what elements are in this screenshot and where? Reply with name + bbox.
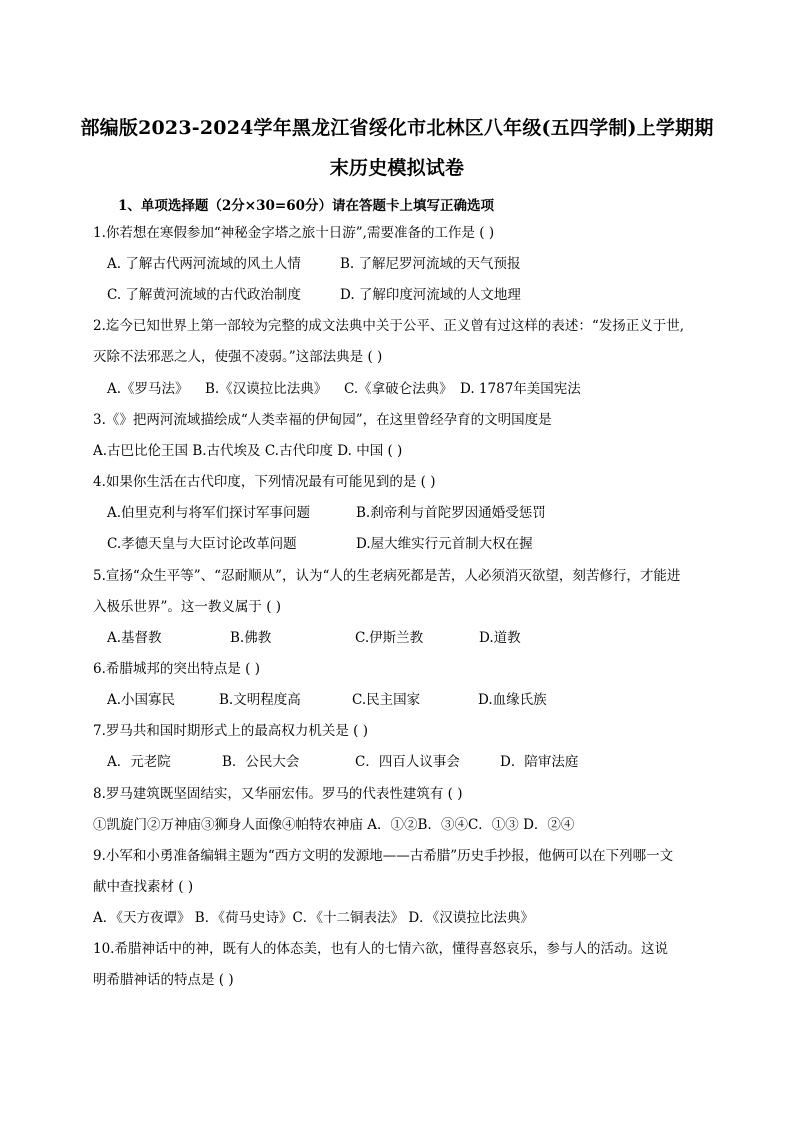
- question-5-option-b: B.佛教: [230, 630, 272, 646]
- question-3-stem-line-1: 3.《》把两河流域描绘成“人类幸福的伊甸园”，在这里曾经孕育的文明国度是: [93, 412, 552, 428]
- question-2-stem-line-1: 2.迄今已知世界上第一部较为完整的成文法典中关于公平、正义曾有过这样的表述：“发扬正义于世,: [93, 318, 685, 334]
- question-1-option-c: C. 了解黄河流域的古代政治制度: [107, 287, 301, 303]
- question-6-option-c: C.民主国家: [352, 692, 421, 708]
- exam-title-line-2: 末历史模拟试卷: [329, 157, 465, 179]
- question-8-stem-line-2: ①凯旋门②万神庙③狮身人面像④帕特农神庙 A．①②B．③④C．①③ D．②④: [93, 817, 575, 833]
- question-5-option-d: D.道教: [479, 630, 521, 646]
- question-4-option-d: D.屋大维实行元首制大权在握: [356, 536, 533, 552]
- question-10-stem-line-2: 明希腊神话的特点是 ( ): [93, 972, 234, 988]
- question-9-stem-line-3: A．《天方夜谭》 B．《荷马史诗》C．《十二铜表法》 D．《汉谟拉比法典》: [93, 910, 534, 926]
- question-6-option-a: A.小国寡民: [107, 692, 176, 708]
- question-8-stem-line-1: 8.罗马建筑既坚固结实，又华丽宏伟。罗马的代表性建筑有 ( ): [93, 786, 463, 802]
- question-9-stem-line-2: 献中查找素材 ( ): [93, 879, 194, 895]
- question-7-option-a: A．元老院: [107, 754, 171, 770]
- exam-title-line-1: 部编版2023-2024学年黑龙江省绥化市北林区八年级(五四学制)上学期期: [80, 117, 714, 139]
- question-5-stem-line-1: 5.宣扬“众生平等”、“忍耐顺从”，认为“人的生老病死都是苦，人必须消灭欲望，刻苦修行，才能进: [93, 568, 681, 584]
- question-6-option-d: D.血缘氏族: [478, 692, 547, 708]
- question-1-stem: 1.你若想在寒假参加“神秘金字塔之旅十日游”,需要准备的工作是 ( ): [93, 225, 495, 241]
- question-2-option-d: D. 1787年美国宪法: [460, 381, 581, 397]
- question-4-option-a: A.伯里克利与将军们探讨军事问题: [107, 505, 311, 521]
- question-9-stem-line-1: 9.小军和小勇准备编辑主题为“西方文明的发源地——古希腊”历史手抄报，他俩可以在下列哪一文: [93, 848, 674, 864]
- question-1-option-b: B. 了解尼罗河流域的天气预报: [340, 256, 521, 272]
- question-1-option-a: A. 了解古代两河流域的风土人情: [107, 256, 301, 272]
- question-3-stem-line-2: A.古巴比伦王国 B.古代埃及 C.古代印度 D. 中国 ( ): [93, 443, 403, 459]
- question-4-stem: 4.如果你生活在古代印度，下列情况最有可能见到的是 ( ): [93, 474, 436, 490]
- question-7-option-d: D．陪审法庭: [500, 754, 579, 770]
- question-2-option-b: B.《汉谟拉比法典》: [205, 381, 328, 397]
- question-10-stem-line-1: 10.希腊神话中的神，既有人的体态美，也有人的七情六欲，懂得喜怒哀乐，参与人的活动。这说: [93, 941, 668, 957]
- question-5-stem-line-2: 入极乐世界”。这一教义属于 ( ): [93, 599, 282, 615]
- question-2-option-a: A.《罗马法》: [107, 381, 189, 397]
- question-6-stem: 6.希腊城邦的突出特点是 ( ): [93, 661, 260, 677]
- question-7-stem: 7.罗马共和国时期形式上的最高权力机关是 ( ): [93, 723, 368, 739]
- question-5-option-a: A.基督教: [107, 630, 162, 646]
- question-5-option-c: C.伊斯兰教: [355, 630, 424, 646]
- question-6-option-b: B.文明程度高: [219, 692, 301, 708]
- question-2-stem-line-2: 灭除不法邪恶之人，使强不凌弱。”这部法典是 ( ): [93, 349, 383, 365]
- question-7-option-b: B．公民大会: [222, 754, 300, 770]
- question-1-option-d: D. 了解印度河流域的人文地理: [340, 287, 521, 303]
- question-4-option-b: B.刹帝利与首陀罗因通婚受惩罚: [356, 505, 546, 521]
- question-2-option-c: C.《拿破仑法典》: [344, 381, 453, 397]
- question-4-option-c: C.孝德天皇与大臣讨论改革问题: [107, 536, 297, 552]
- question-7-option-c: C．四百人议事会: [355, 754, 460, 770]
- section-heading: 1、单项选择题（2分×30=60分）请在答题卡上填写正确选项: [118, 198, 494, 214]
